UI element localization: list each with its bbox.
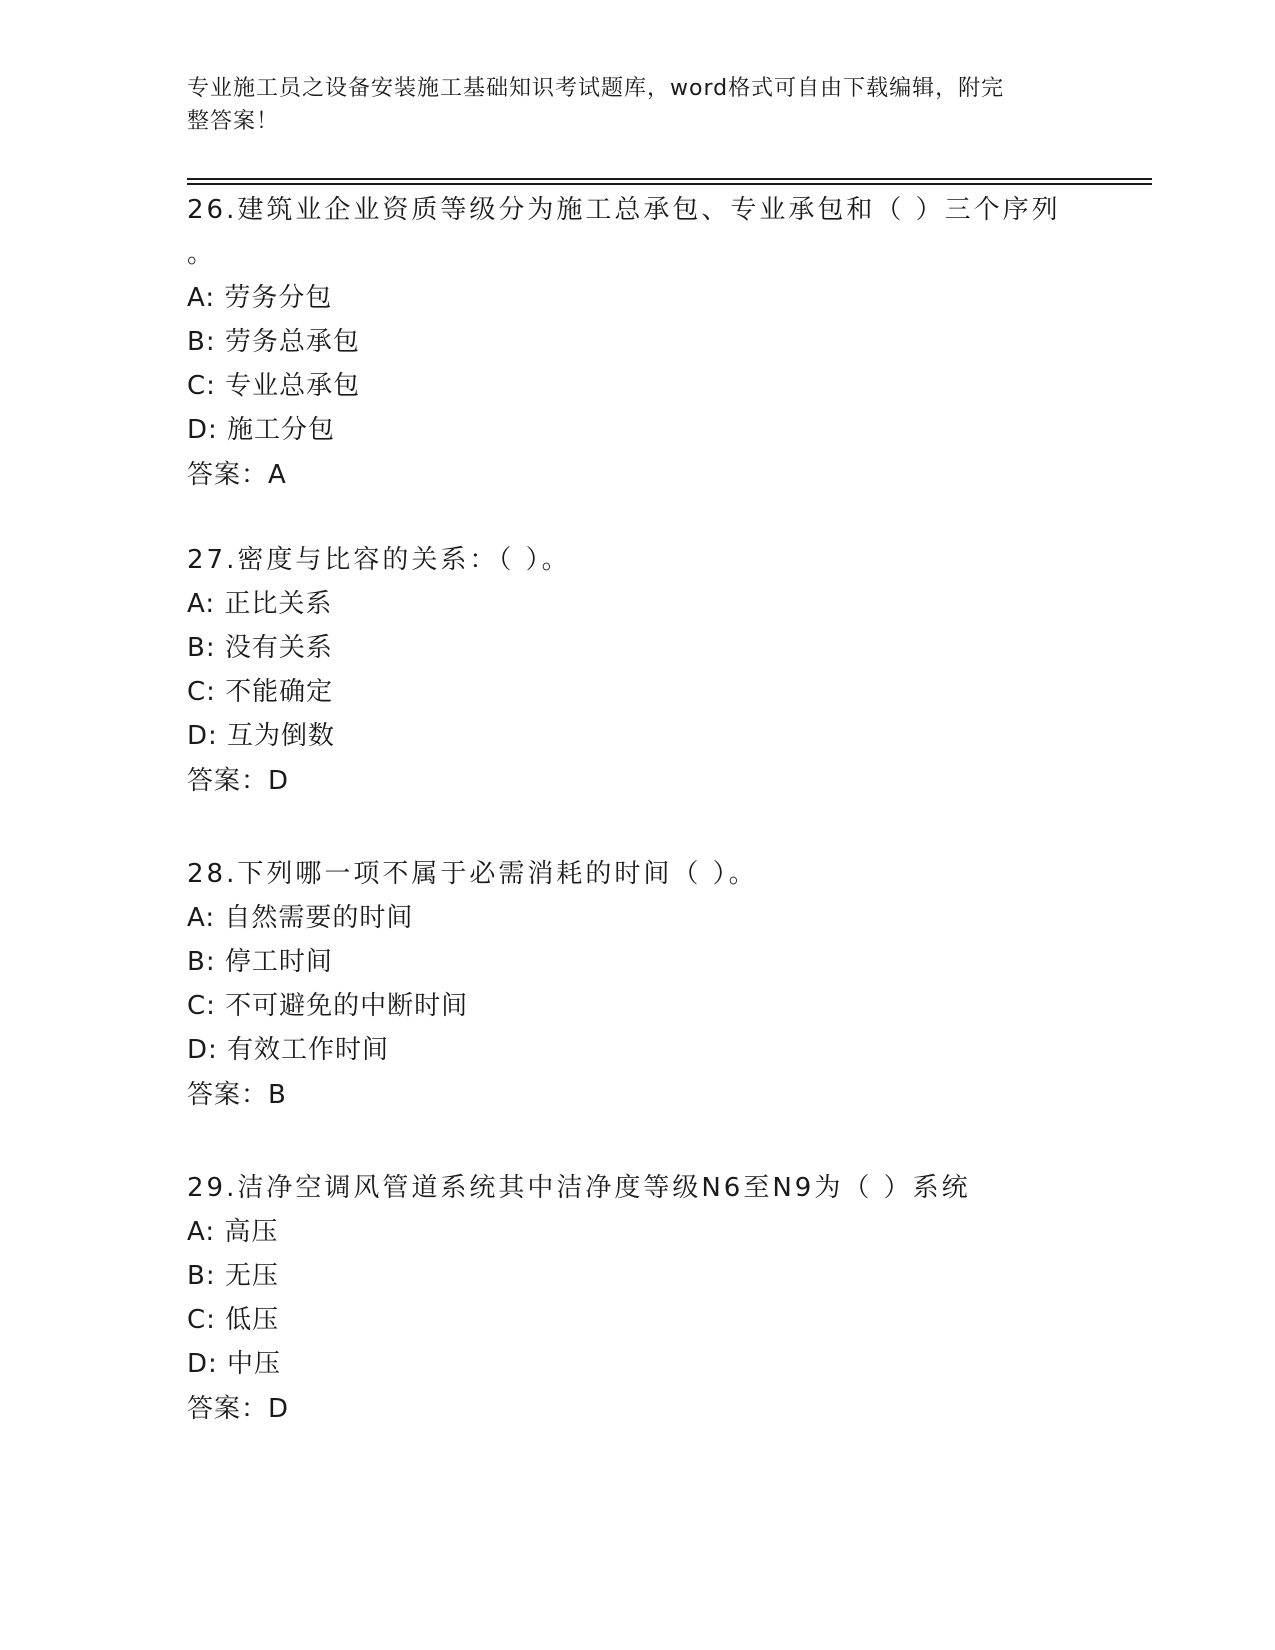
option-d: D: 中压 xyxy=(187,1349,282,1379)
question-27 xyxy=(187,538,1117,803)
option-d: D: 互为倒数 xyxy=(187,721,336,751)
header-line-2: 整答案！ xyxy=(187,109,280,134)
option-c: C: 低压 xyxy=(187,1305,280,1335)
option-a: A: 高压 xyxy=(187,1217,279,1247)
header-line-1: 专业施工员之设备安装施工基础知识考试题库，word格式可自由下载编辑，附完 xyxy=(187,76,1005,101)
answer: 答案：D xyxy=(187,766,290,796)
option-b: B: 劳务总承包 xyxy=(187,327,360,357)
option-b: B: 没有关系 xyxy=(187,633,333,663)
option-d: D: 施工分包 xyxy=(187,415,336,445)
header-divider-top xyxy=(187,178,1152,180)
option-a: A: 正比关系 xyxy=(187,589,333,619)
question-stem-tail: 。 xyxy=(187,239,217,269)
header-divider-bottom xyxy=(187,183,1152,185)
option-a: A: 自然需要的时间 xyxy=(187,903,414,933)
answer: 答案：A xyxy=(187,460,287,490)
document-header xyxy=(187,72,1087,138)
answer: 答案：B xyxy=(187,1080,287,1110)
option-b: B: 无压 xyxy=(187,1261,279,1291)
answer: 答案：D xyxy=(187,1394,290,1424)
question-stem: 27.密度与比容的关系：（ ）。 xyxy=(187,545,571,575)
question-26 xyxy=(187,188,1117,497)
option-c: C: 专业总承包 xyxy=(187,371,361,401)
question-stem: 26.建筑业企业资质等级分为施工总承包、专业承包和（ ）三个序列 xyxy=(187,195,1061,225)
option-a: A: 劳务分包 xyxy=(187,283,333,313)
option-c: C: 不能确定 xyxy=(187,677,334,707)
question-28 xyxy=(187,852,1117,1117)
option-c: C: 不可避免的中断时间 xyxy=(187,991,469,1021)
option-b: B: 停工时间 xyxy=(187,947,333,977)
question-stem: 29.洁净空调风管道系统其中洁净度等级N6至N9为（ ）系统 xyxy=(187,1173,971,1203)
option-d: D: 有效工作时间 xyxy=(187,1035,390,1065)
question-29 xyxy=(187,1166,1117,1431)
question-stem: 28.下列哪一项不属于必需消耗的时间（ ）。 xyxy=(187,859,758,889)
